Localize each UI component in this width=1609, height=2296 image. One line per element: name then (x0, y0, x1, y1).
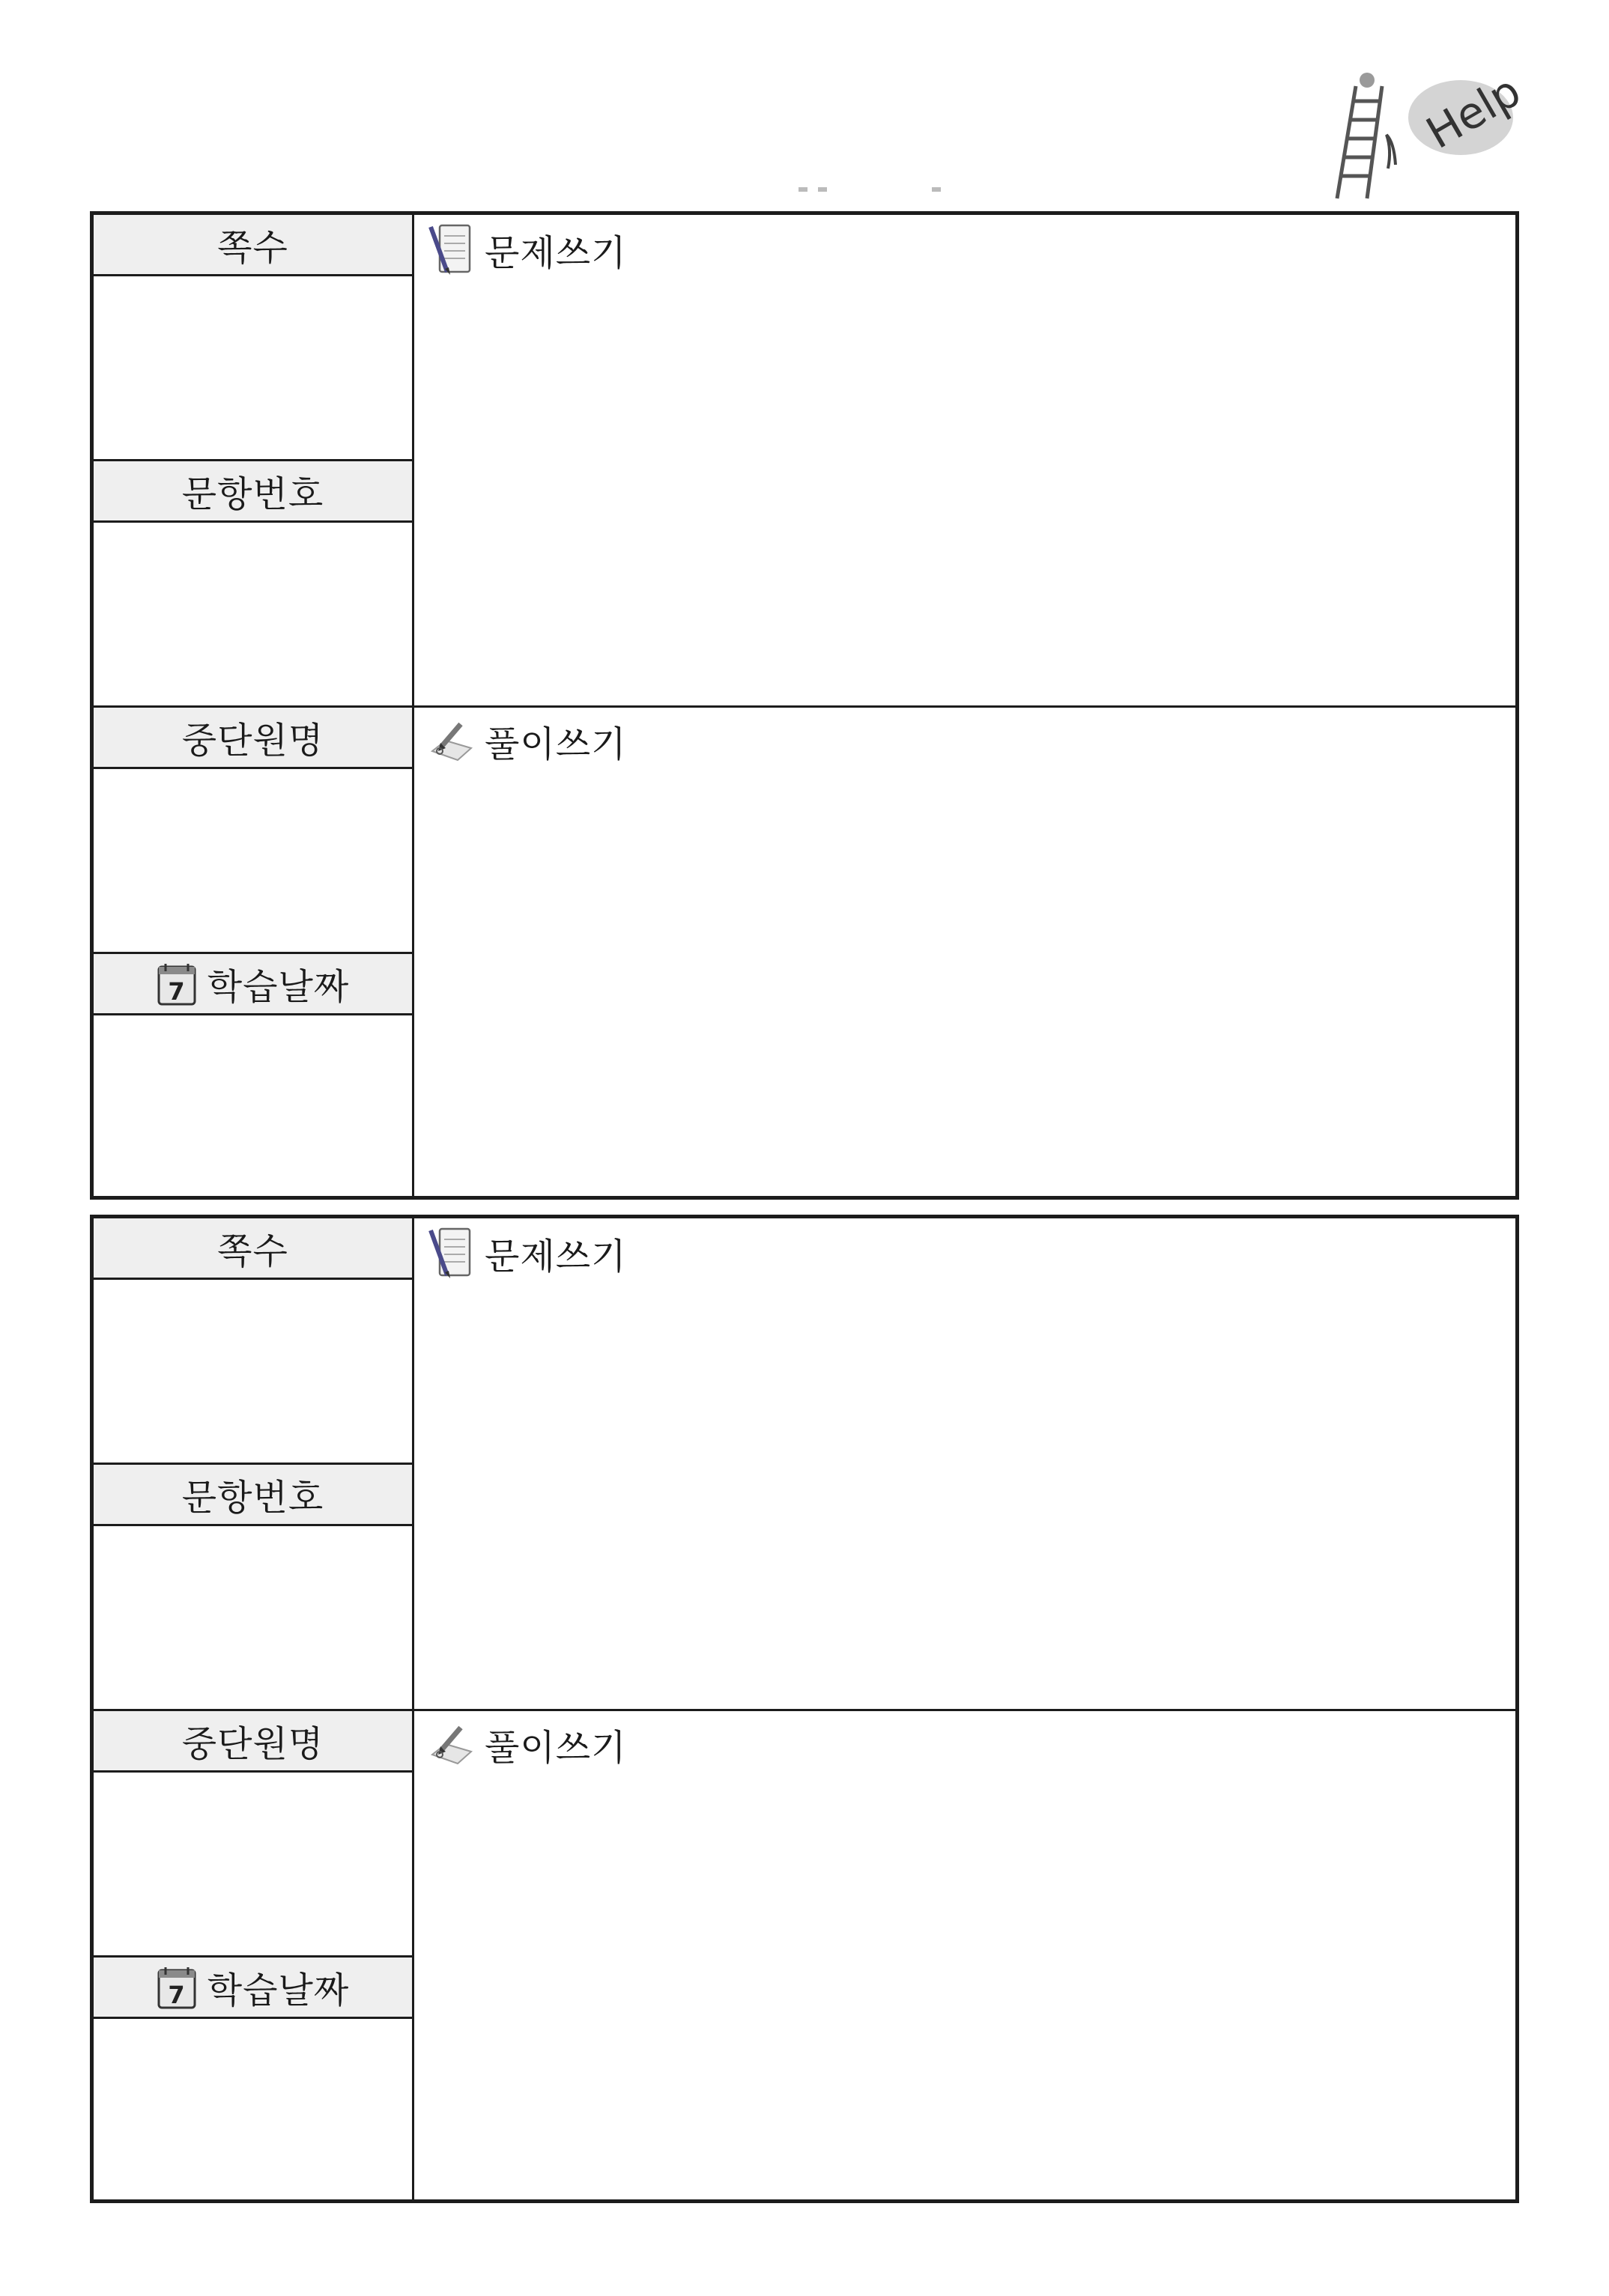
pencil-paper-icon (428, 1722, 474, 1768)
info-column (94, 215, 414, 1196)
unit-name-label (94, 705, 412, 769)
study-date-input[interactable] (94, 2019, 412, 2199)
solution-area[interactable] (414, 1711, 1515, 2199)
calendar-icon (157, 1966, 197, 2009)
solution-title-text: 풀이쓰기 (485, 1727, 627, 1769)
problem-title-text: 문제쓰기 (485, 231, 627, 274)
notepad-pencil-icon (428, 222, 474, 276)
page-input[interactable] (94, 1280, 412, 1465)
problem-title (428, 222, 626, 276)
problem-area[interactable] (414, 215, 1515, 708)
problem-title-text: 문제쓰기 (485, 1235, 627, 1278)
problem-title (428, 1226, 626, 1280)
page-label-text: 쪽수 (217, 1230, 288, 1272)
calendar-icon (157, 962, 197, 1006)
unit-name-label-text: 중단원명 (181, 720, 324, 762)
svg-text:7: 7 (168, 1980, 186, 2009)
study-date-label (94, 952, 412, 1015)
problem-area[interactable] (414, 1218, 1515, 1711)
unit-name-label (94, 1709, 412, 1773)
notepad-pencil-icon (428, 1226, 474, 1280)
study-date-input[interactable] (94, 1015, 412, 1196)
header-marks (799, 184, 948, 195)
help-logo-text: Help (1417, 64, 1530, 159)
item-number-label-text: 문항번호 (181, 1477, 324, 1519)
page-input[interactable] (94, 276, 412, 461)
study-date-label-text: 학습날짜 (207, 1969, 350, 2011)
item-number-label (94, 1463, 412, 1526)
info-column (94, 1218, 414, 2199)
item-number-input[interactable] (94, 523, 412, 708)
note-card-1 (90, 211, 1519, 1200)
solution-area[interactable] (414, 708, 1515, 1196)
unit-name-input[interactable] (94, 1773, 412, 1956)
note-card-2 (90, 1215, 1519, 2203)
solution-title (428, 1719, 626, 1770)
solution-title (428, 715, 626, 767)
svg-text:7: 7 (168, 977, 186, 1006)
unit-name-input[interactable] (94, 769, 412, 953)
page-label-text: 쪽수 (217, 227, 288, 269)
study-date-label-text: 학습날짜 (207, 966, 350, 1008)
item-number-label-text: 문항번호 (181, 473, 324, 515)
page-label (94, 1218, 412, 1280)
pencil-paper-icon (428, 718, 474, 765)
study-date-label (94, 1955, 412, 2019)
solution-title-text: 풀이쓰기 (485, 723, 627, 765)
page-label (94, 215, 412, 276)
item-number-label (94, 459, 412, 523)
item-number-input[interactable] (94, 1526, 412, 1711)
help-ladder-logo (1322, 64, 1530, 202)
unit-name-label-text: 중단원명 (181, 1723, 324, 1765)
